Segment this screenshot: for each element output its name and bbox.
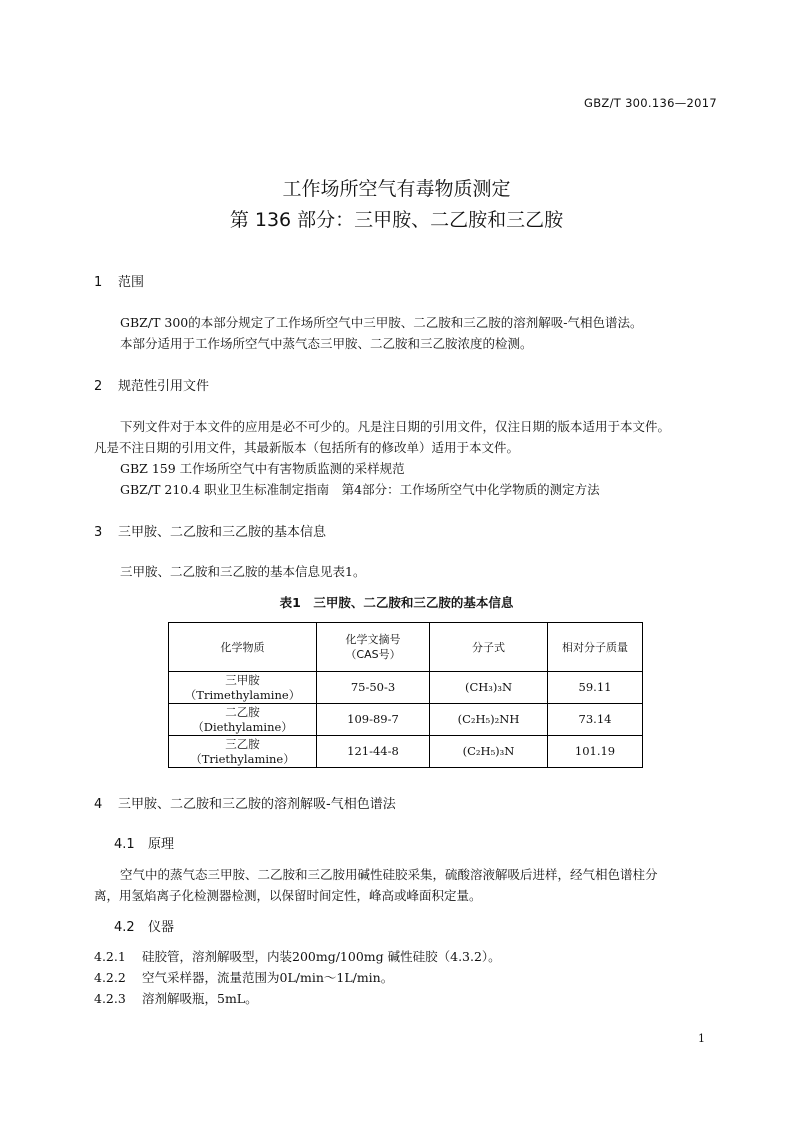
header-cell: [317, 623, 430, 672]
table-row: [169, 736, 643, 768]
substance-english: （Triethylamine）: [190, 751, 295, 766]
subsection-number: 4.1: [114, 837, 135, 852]
paragraph: 凡是不注日期的引用文件，其最新版本（包括所有的修改单）适用于本文件。: [94, 440, 520, 455]
list-item: [94, 968, 393, 986]
section-4-heading: [94, 793, 396, 812]
substance-english: （Trimethylamine）: [184, 687, 301, 702]
substance-cell: [169, 736, 317, 768]
formula-cell: (C₂H₅)₃N: [430, 736, 548, 768]
reference-item: GBZ 159 工作场所空气中有害物质监测的采样规范: [120, 461, 405, 476]
item-number: 4.2.3: [94, 991, 126, 1006]
table-row: [169, 672, 643, 704]
header-cell-line: （CAS号）: [345, 648, 401, 661]
subsection-4-2-heading: [114, 916, 174, 935]
table-header-row: [169, 623, 643, 672]
mw-cell: 101.19: [548, 736, 643, 768]
section-3-heading: [94, 521, 326, 540]
basic-info-table: [168, 622, 643, 768]
header-cell: 化学物质: [169, 623, 317, 672]
section-title: 三甲胺、二乙胺和三乙胺的溶剂解吸-气相色谱法: [118, 797, 396, 812]
paragraph: 本部分适用于工作场所空气中蒸气态三甲胺、二乙胺和三乙胺浓度的检测。: [120, 336, 533, 351]
paragraph: GBZ/T 300的本部分规定了工作场所空气中三甲胺、二乙胺和三乙胺的溶剂解吸-气相色谱法。: [120, 315, 643, 330]
substance-name: 三甲胺: [225, 672, 260, 687]
section-title: 范围: [118, 275, 145, 290]
formula-cell: (C₂H₅)₂NH: [430, 704, 548, 736]
cas-cell: 121-44-8: [317, 736, 430, 768]
document-title: 工作场所空气有毒物质测定: [282, 178, 511, 200]
paragraph: 下列文件对于本文件的应用是必不可少的。凡是注日期的引用文件，仅注日期的版本适用于本文件。: [120, 419, 671, 434]
section-number: 1: [94, 275, 103, 290]
section-1-heading: [94, 271, 144, 290]
table-caption: 表1 三甲胺、二乙胺和三乙胺的基本信息: [279, 595, 514, 610]
section-title: 规范性引用文件: [118, 379, 210, 394]
page-number: 1: [698, 1032, 705, 1045]
item-text: 溶剂解吸瓶，5mL。: [142, 991, 258, 1006]
subsection-number: 4.2: [114, 920, 135, 935]
header-cell: 分子式: [430, 623, 548, 672]
substance-cell: [169, 672, 317, 704]
item-number: 4.2.2: [94, 970, 126, 985]
item-number: 4.2.1: [94, 949, 126, 964]
header-cell: 相对分子质量: [548, 623, 643, 672]
mw-cell: 59.11: [548, 672, 643, 704]
section-number: 2: [94, 379, 103, 394]
substance-english: （Diethylamine）: [192, 719, 293, 734]
reference-item: GBZ/T 210.4 职业卫生标准制定指南 第4部分：工作场所空气中化学物质的测定方法: [120, 482, 600, 497]
paragraph: 空气中的蒸气态三甲胺、二乙胺和三乙胺用碱性硅胶采集，硫酸溶液解吸后进样，经气相色谱柱分: [120, 867, 658, 882]
header-cell-line: 化学文摘号: [345, 633, 401, 646]
subsection-title: 原理: [148, 837, 175, 852]
item-text: 硅胶管，溶剂解吸型，内装200mg/100mg 碱性硅胶（4.3.2）。: [142, 949, 501, 964]
standard-code: GBZ/T 300.136—2017: [584, 96, 717, 110]
cas-cell: 75-50-3: [317, 672, 430, 704]
paragraph: 三甲胺、二乙胺和三乙胺的基本信息见表1。: [120, 564, 366, 579]
substance-cell: [169, 704, 317, 736]
mw-cell: 73.14: [548, 704, 643, 736]
document-subtitle: 第 136 部分：三甲胺、二乙胺和三乙胺: [229, 209, 564, 231]
table-row: [169, 704, 643, 736]
item-text: 空气采样器，流量范围为0L/min～1L/min。: [142, 970, 394, 985]
substance-name: 三乙胺: [225, 736, 260, 751]
list-item: [94, 989, 258, 1007]
cas-cell: 109-89-7: [317, 704, 430, 736]
list-item: [94, 947, 501, 965]
paragraph: 离，用氢焰离子化检测器检测，以保留时间定性，峰高或峰面积定量。: [94, 888, 482, 903]
subsection-title: 仪器: [148, 920, 175, 935]
substance-name: 二乙胺: [225, 704, 260, 719]
section-number: 3: [94, 525, 103, 540]
subsection-4-1-heading: [114, 833, 174, 852]
section-number: 4: [94, 797, 103, 812]
section-2-heading: [94, 375, 209, 394]
section-title: 三甲胺、二乙胺和三乙胺的基本信息: [118, 525, 327, 540]
formula-cell: (CH₃)₃N: [430, 672, 548, 704]
